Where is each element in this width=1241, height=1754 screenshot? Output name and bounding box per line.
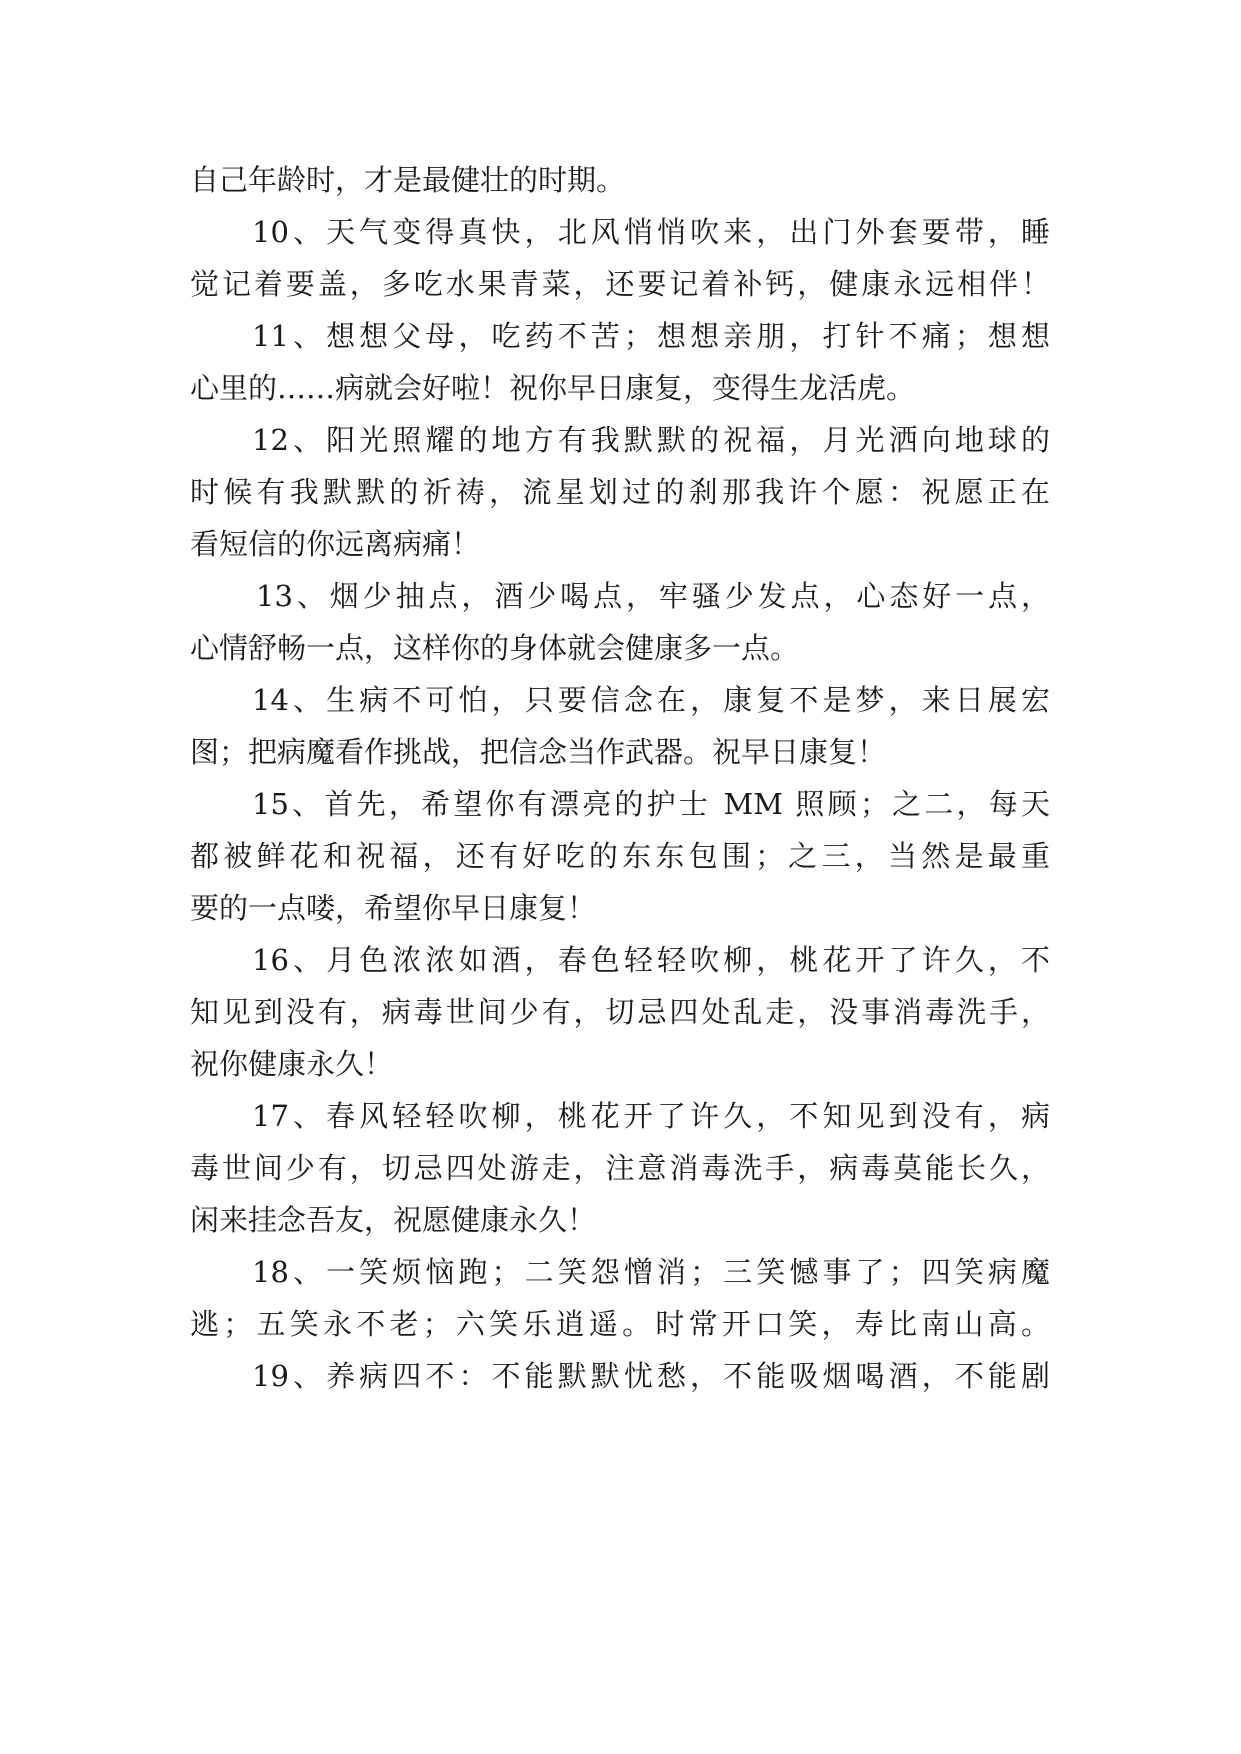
- text-line: 图；把病魔看作挑战，把信念当作武器。祝早日康复！: [190, 735, 887, 769]
- text-line: 11、想想父母，吃药不苦；想想亲朋，打针不痛；想想: [252, 319, 1050, 353]
- text-line: 觉记着要盖，多吃水果青菜，还要记着补钙，健康永远相伴！: [190, 267, 1050, 301]
- text-line: 15、首先，希望你有漂亮的护士 MM 照顾；之二，每天: [252, 787, 1050, 821]
- text-line: 都被鲜花和祝福，还有好吃的东东包围；之三，当然是最重: [190, 839, 1050, 873]
- text-line: 要的一点喽，希望你早日康复！: [190, 891, 597, 925]
- text-line: 逃；五笑永不老；六笑乐逍遥。时常开口笑，寿比南山高。: [190, 1307, 1050, 1341]
- text-line: 心里的……病就会好啦！祝你早日康复，变得生龙活虎。: [190, 371, 916, 405]
- text-line: 16、月色浓浓如酒，春色轻轻吹柳，桃花开了许久，不: [252, 943, 1050, 977]
- text-line: 心情舒畅一点，这样你的身体就会健康多一点。: [190, 631, 800, 665]
- text-line: 闲来挂念吾友，祝愿健康永久！: [190, 1203, 597, 1237]
- text-line: 13、烟少抽点，酒少喝点，牢骚少发点，心态好一点，: [256, 579, 1050, 613]
- text-line: 12、阳光照耀的地方有我默默的祝福，月光洒向地球的: [252, 423, 1050, 457]
- text-line: 自己年龄时，才是最健壮的时期。: [190, 163, 626, 197]
- text-line: 知见到没有，病毒世间少有，切忌四处乱走，没事消毒洗手，: [190, 995, 1050, 1029]
- text-line: 19、养病四不：不能默默忧愁，不能吸烟喝酒，不能剧: [252, 1359, 1050, 1393]
- text-line: 14、生病不可怕，只要信念在，康复不是梦，来日展宏: [252, 683, 1050, 717]
- text-line: 祝你健康永久！: [190, 1047, 394, 1081]
- text-line: 看短信的你远离病痛！: [190, 527, 481, 561]
- text-line: 时候有我默默的祈祷，流星划过的刹那我许个愿：祝愿正在: [190, 475, 1050, 509]
- text-line: 10、天气变得真快，北风悄悄吹来，出门外套要带，睡: [252, 215, 1050, 249]
- text-line: 毒世间少有，切忌四处游走，注意消毒洗手，病毒莫能长久，: [190, 1151, 1050, 1185]
- text-line: 18、一笑烦恼跑；二笑怨憎消；三笑憾事了；四笑病魔: [252, 1255, 1050, 1289]
- text-line: 17、春风轻轻吹柳，桃花开了许久，不知见到没有，病: [252, 1099, 1050, 1133]
